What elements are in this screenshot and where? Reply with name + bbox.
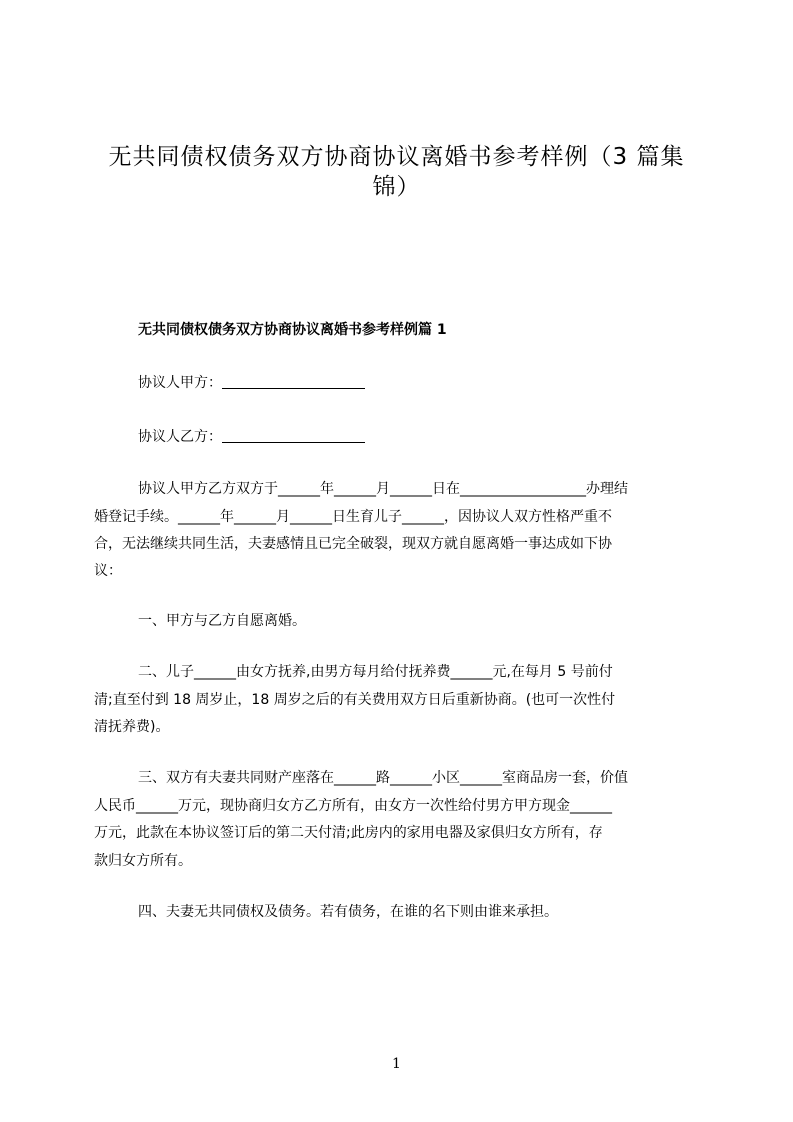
paragraph-3-line-2: 清;直至付到 18 周岁止，18 周岁之后的有关费用双方日后重新协商。(也可一次性付 xyxy=(94,692,616,708)
title-line-1: 无共同债权债务双方协商协议离婚书参考样例（3 篇集 xyxy=(108,144,685,170)
paragraph-1-line-1: 协议人甲方乙方双方于______年______月______日在__________________办理结 xyxy=(138,481,628,497)
page-number: 1 xyxy=(392,1056,401,1072)
title-line-2: 锦） xyxy=(372,174,421,200)
paragraph-1-line-3: 合，无法继续共同生活，夫妻感情且已完全破裂，现双方就自愿离婚一事达成如下协 xyxy=(94,536,612,552)
section-heading: 无共同债权债务双方协商协议离婚书参考样例篇 1 xyxy=(138,322,447,338)
paragraph-3-line-3: 清抚养费)。 xyxy=(94,719,170,735)
party-b-label: 协议人乙方： xyxy=(138,429,222,445)
party-b-line xyxy=(138,426,365,446)
paragraph-4-line-1: 三、双方有夫妻共同财产座落在______路______小区______室商品房一套，价值 xyxy=(138,770,628,786)
paragraph-1-line-4: 议： xyxy=(94,563,122,579)
paragraph-4-line-4: 款归女方所有。 xyxy=(94,853,192,869)
party-a-line xyxy=(138,372,365,392)
paragraph-1-line-2: 婚登记手续。______年______月______日生育儿子______，因协议人双方性格严重不 xyxy=(94,509,612,525)
paragraph-5-line-1: 四、夫妻无共同债权及债务。若有债务，在谁的名下则由谁来承担。 xyxy=(138,904,558,920)
party-b-blank xyxy=(222,428,365,443)
party-a-label: 协议人甲方： xyxy=(138,375,222,391)
document-title xyxy=(95,142,698,202)
paragraph-4-line-3: 万元，此款在本协议签订后的第二天付清;此房内的家用电器及家俱归女方所有，存 xyxy=(94,825,603,841)
paragraph-4-line-2: 人民币______万元，现协商归女方乙方所有，由女方一次性给付男方甲方现金______ xyxy=(94,798,612,814)
party-a-blank xyxy=(222,374,365,389)
paragraph-2-line-1: 一、甲方与乙方自愿离婚。 xyxy=(138,613,306,629)
paragraph-3-line-1: 二、儿子______由女方抚养,由男方每月给付抚养费______元,在每月 5 号前付 xyxy=(138,664,613,680)
